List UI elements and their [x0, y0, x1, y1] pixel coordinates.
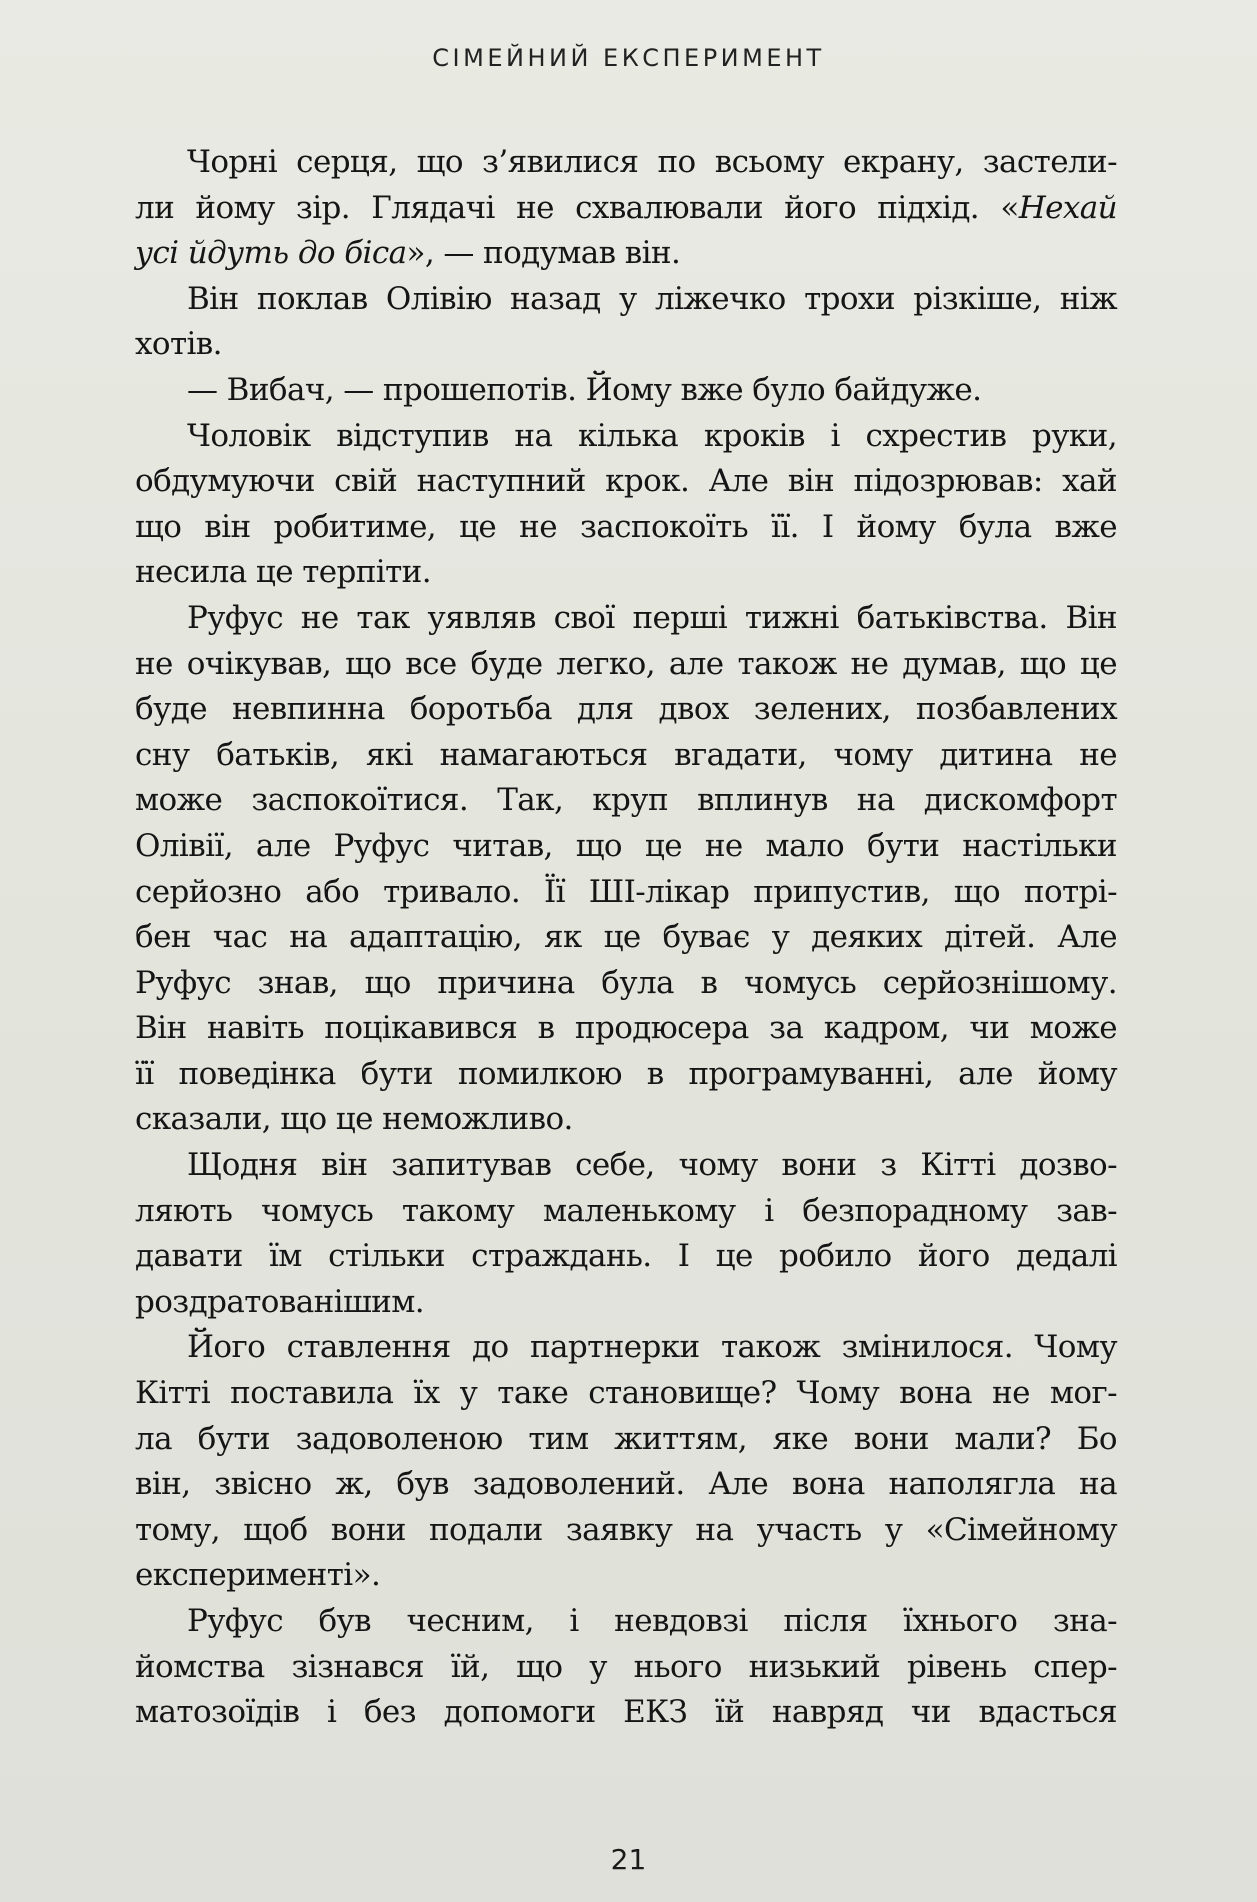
running-head: СІМЕЙНИЙ ЕКСПЕРИМЕНТ: [432, 44, 825, 72]
text-line: матозоїдів і без допомоги ЕКЗ їй навряд чи вдасться: [135, 1694, 1117, 1731]
text-line: ла бути задоволеною тим життям, яке вони мали? Бо: [135, 1420, 1117, 1457]
text-line: Чоловік відступив на кілька кроків і схрестив руки,: [187, 417, 1117, 454]
text-line: тому, щоб вони подали заявку на участь у «Сімейному: [135, 1511, 1117, 1548]
text-line: Він поклав Олівію назад у ліжечко трохи різкіше, ніж: [187, 280, 1117, 317]
text-line: він, звісно ж, був задоволений. Але вона наполягла на: [135, 1466, 1117, 1503]
text-line: експерименті».: [135, 1557, 381, 1594]
text-line: серйозно або тривало. Її ШІ-лікар припустив, що потрі-: [135, 873, 1117, 910]
text-line: Олівії, але Руфус читав, що це не мало бути настільки: [135, 827, 1117, 864]
text-line: ли йому зір. Глядачі не схвалювали його підхід. «Нехай: [135, 189, 1117, 226]
text-line: Його ставлення до партнерки також змінилося. Чому: [187, 1329, 1117, 1366]
text-line: Руфус не так уявляв свої перші тижні батьківства. Він: [187, 599, 1117, 636]
text-line: Кітті поставила їх у таке становище? Чому вона не мог-: [135, 1375, 1117, 1412]
text-line: роздратованішим.: [135, 1283, 425, 1320]
text-line: не очікував, що все буде легко, але також не думав, що це: [135, 645, 1117, 682]
text-line: буде невпинна боротьба для двох зелених, позбавлених: [135, 691, 1117, 728]
page-number: 21: [610, 1843, 647, 1876]
text-line: Щодня він запитував себе, чому вони з Кітті дозво-: [187, 1147, 1117, 1184]
text-line: йомства зізнався їй, що у нього низький рівень спер-: [135, 1648, 1117, 1685]
text-line: Чорні серця, що з’явилися по всьому екрану, застели-: [187, 144, 1117, 180]
text-line: усі йдуть до біса», — подумав він.: [135, 235, 681, 272]
text-line: бен час на адаптацію, як це буває у деяких дітей. Але: [135, 919, 1117, 956]
text-line: несила це терпіти.: [135, 554, 431, 591]
text-line: обдумуючи свій наступний крок. Але він підозрював: хай: [135, 463, 1117, 500]
text-line: може заспокоїтися. Так, круп вплинув на дискомфорт: [135, 782, 1117, 819]
text-line: ляють чомусь такому маленькому і безпорадному зав-: [135, 1192, 1117, 1229]
text-line: сну батьків, які намагаються вгадати, чому дитина не: [135, 736, 1117, 773]
text-line: Руфус був чесним, і невдовзі після їхнього зна-: [187, 1603, 1117, 1639]
text-line: Руфус знав, що причина була в чомусь серйознішому.: [135, 964, 1117, 1001]
text-line: — Вибач, — прошепотів. Йому вже було байдуже.: [187, 371, 982, 408]
text-line: що він робитиме, це не заспокоїть її. І йому була вже: [135, 508, 1117, 545]
text-line: сказали, що це неможливо.: [135, 1101, 573, 1138]
text-line: хотів.: [135, 326, 222, 363]
text-line: давати їм стільки страждань. І це робило його дедалі: [135, 1238, 1117, 1275]
text-line: її поведінка бути помилкою в програмуванні, але йому: [135, 1055, 1117, 1092]
body-text: [135, 140, 1117, 1736]
text-line: Він навіть поцікавився в продюсера за кадром, чи може: [135, 1010, 1117, 1047]
